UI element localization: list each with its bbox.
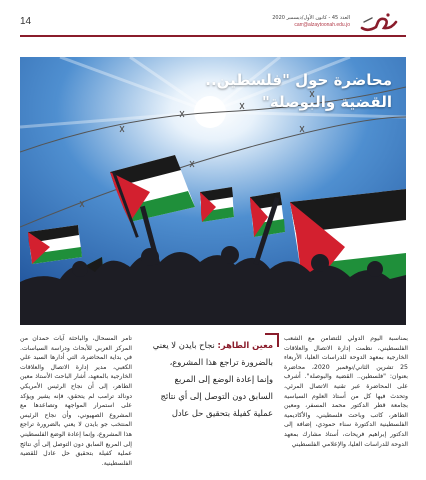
page-header [0,0,426,42]
flag-small [200,187,234,222]
page-number: 14 [20,16,32,27]
header-rule [20,35,406,37]
body-paragraph: تامر المسحال، والباحثة آيات حمدان من المركز العربي للأبحاث ودراسة السياسات. في بداية المحاضرة، التي أدارها السيد علي الكعبي، مدير إدارة الاتصال والعلاقات الخارجية بالمعهد، أشار الباحث الأستاذ معين الطاهر، إلى أن نجاح الرئيس الأمريكي دونالد ترامب لم يتحقق، فإنه يشير ويؤكد على استمرار المواجهة وتصاعدها مع المشروع الصهيوني، وأن نجاح الرئيس المنتخب جو بايدن لا يعني بالضرورة تراجع هذا المشروع، وإنما إعادة الوضع الفلسطيني إلى المربع السابق دون التوصل إلى أي نتائج عملية كفيلة بتحقيق حل عادل للقضية الفلسطينية. [20,335,132,467]
pull-quote-name: معين الطاهر: [217,340,273,350]
quote-corner-mark [265,333,279,347]
title-line-2: القضية والبوصلة" [262,93,392,111]
pull-quote [152,337,273,422]
pull-quote-body: نجاح بايدن لا يعني بالضرورة تراجع هذا المشروع، وإنما إعادة الوضع إلى المربع السابق دون التوصل إلى أي نتائج عملية كفيلة بتحقيق حل عادل [152,340,273,418]
site-email[interactable]: carr@alzaytoonah.edu.jo [294,22,350,28]
body-paragraph: بمناسبة اليوم الدولي للتضامن مع الشعب الفلسطيني، نظمت إدارة الاتصال والعلاقات الخارجية بمعهد الدوحة للدراسات العليا، الأربعاء 25 تشرين الثاني/نوفمبر 2020، محاضرة بعنوان: "فلسطين.. القضية والبوصلة". أشرف على المحاضرة عبر تقنية الاتصال المرئي، وتحدث فيها كل من أستاذ العلوم السياسية بجامعة قطر الدكتور محمد المسفر، ومعين الطاهر، كاتب وباحث فلسطيني، والأكاديمية الفلسطينية الدكتورة سناء حمودي، إضافة إلى الدكتور إبراهيم فريحات، أستاذ مشارك بمعهد الدوحة للدراسات العليا، والإعلامي الفلسطيني [284,335,408,448]
body-column-left [20,334,132,468]
article-title [205,69,392,113]
pull-quote-text [152,337,273,422]
article-photo [20,57,406,325]
body-column-right [284,334,408,449]
magazine-logo [358,10,400,34]
issue-line: العدد 45 - كانون الأول/ديسمبر 2020 [272,15,350,21]
title-line-1: محاضرة حول "فلسطين.. [205,71,392,89]
